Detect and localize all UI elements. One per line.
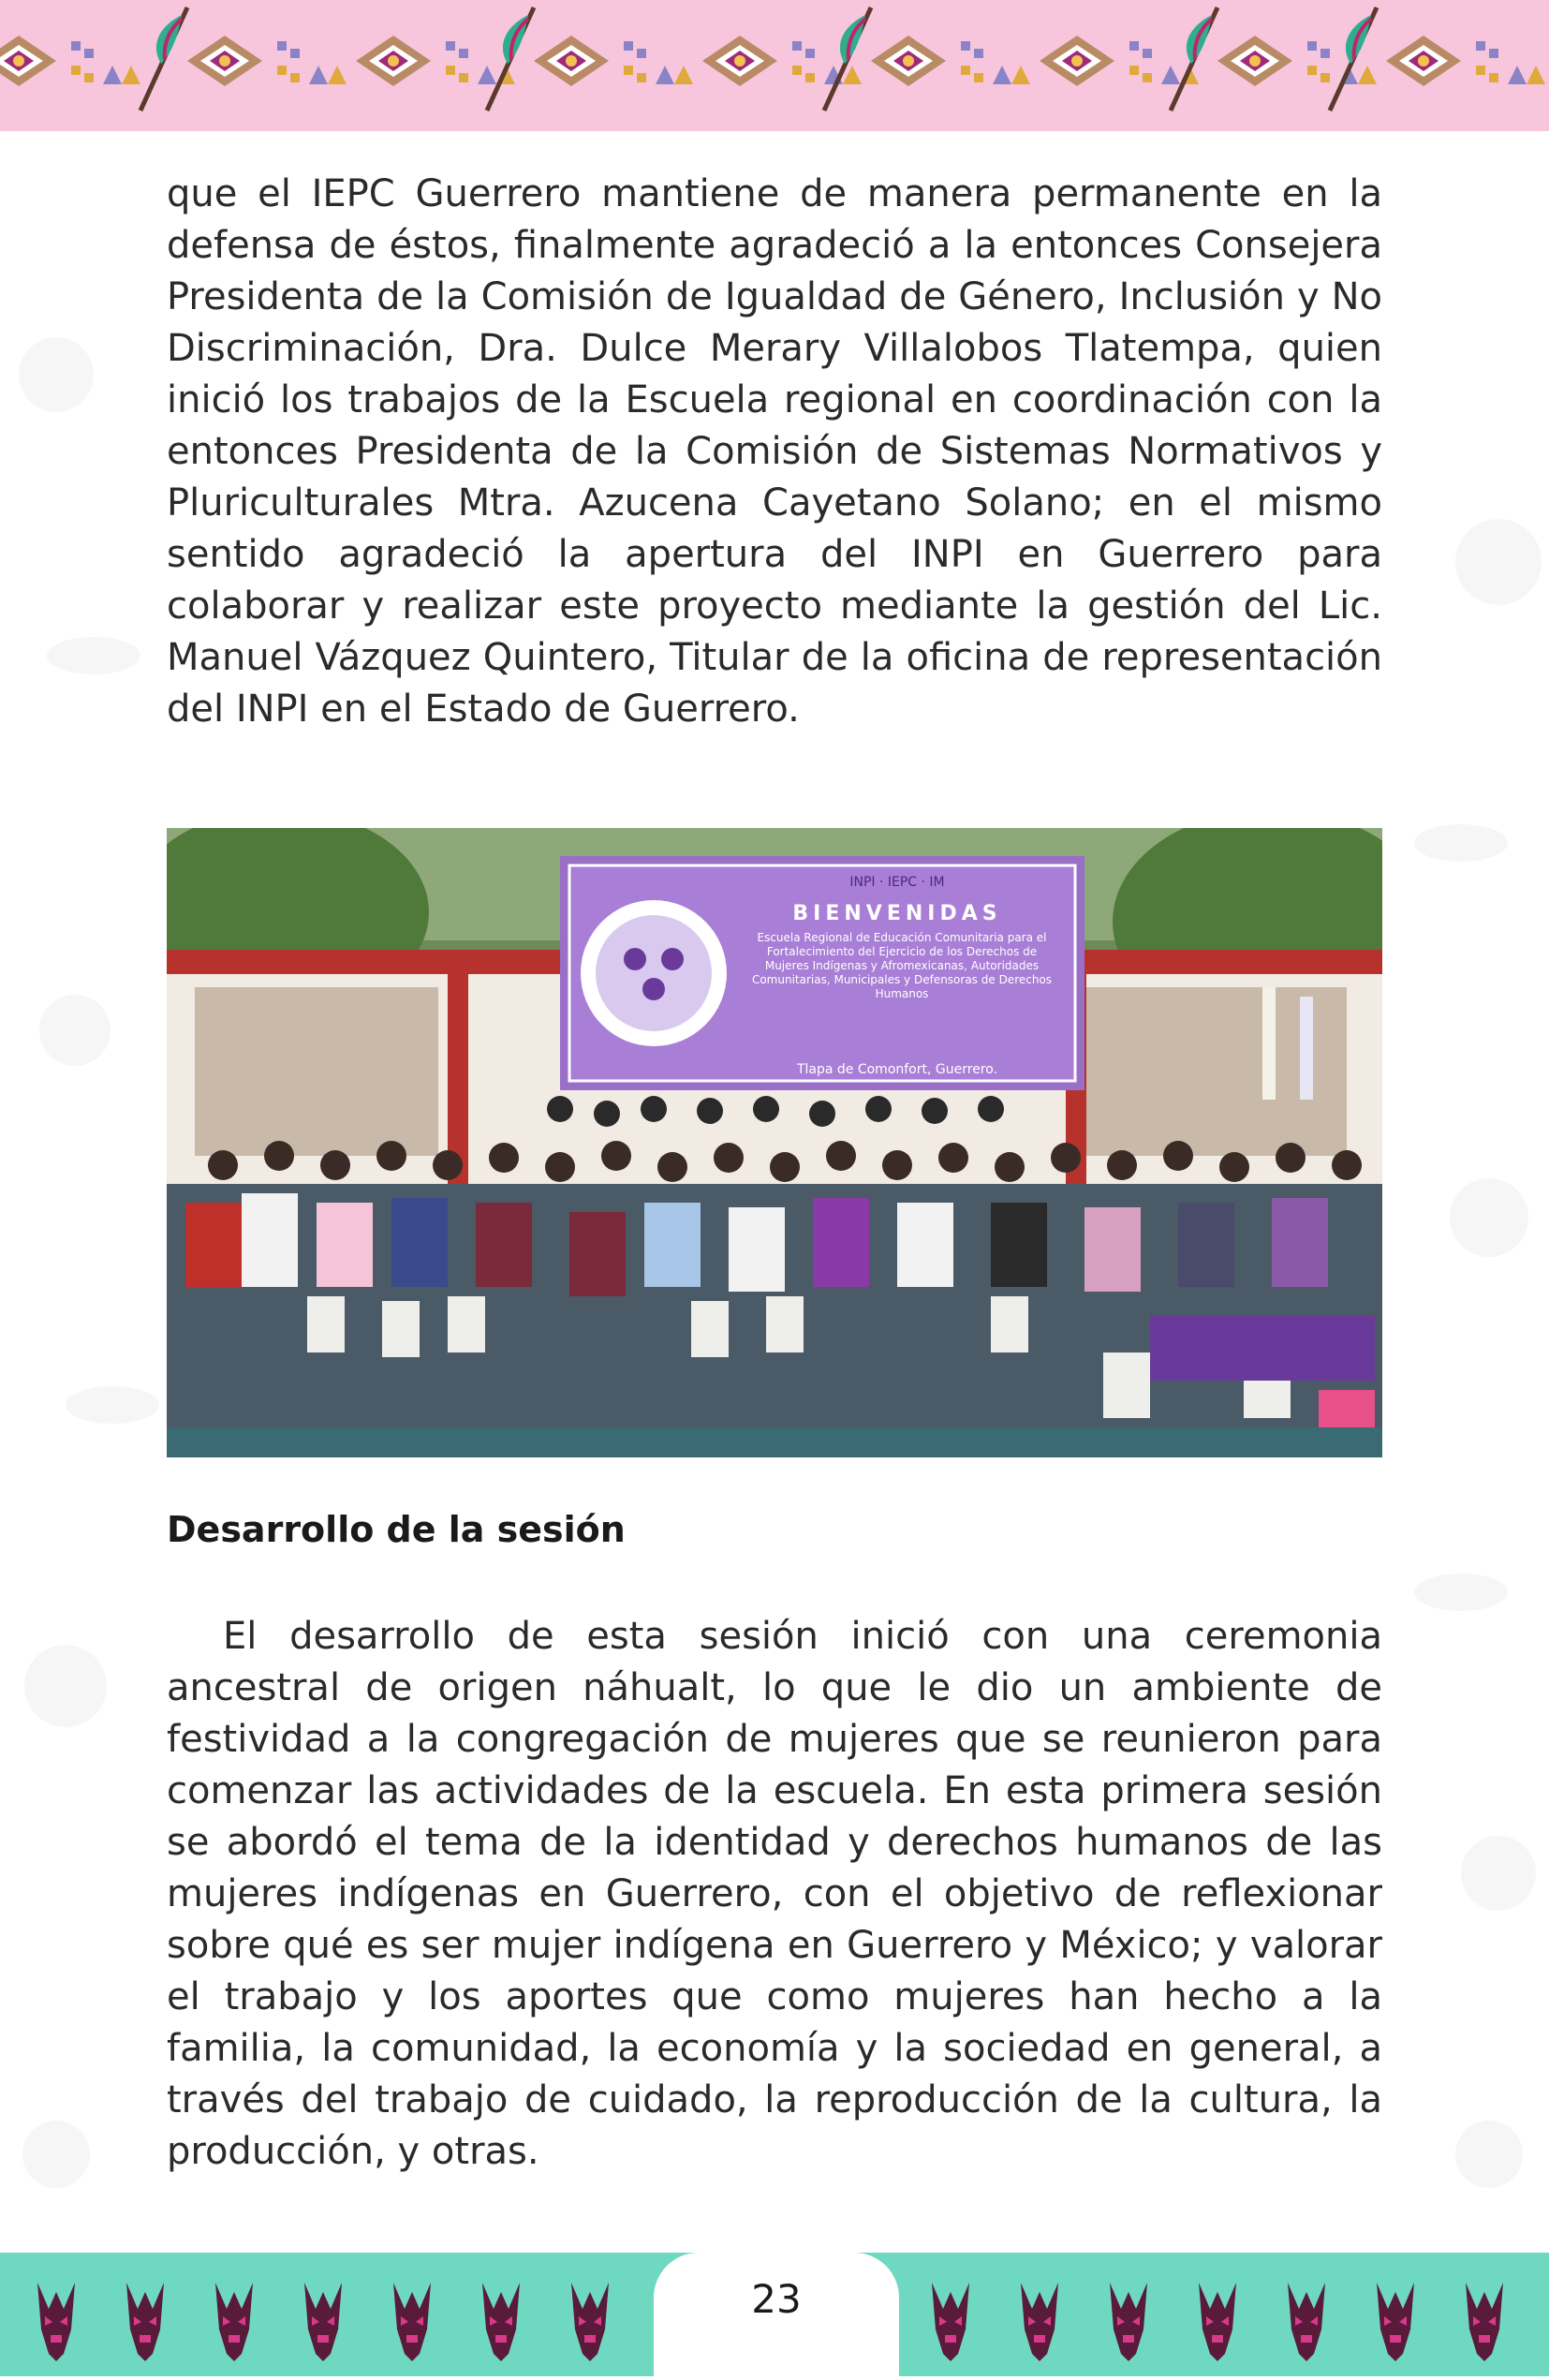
section-heading: Desarrollo de la sesión [167, 1509, 626, 1550]
banner-text: Escuela Regional de Educación Comunitaria para el Fortalecimiento del Ejercicio de los Derechos de Mujeres Indígenas y Afromexicanas, Autoridades Comunitarias, Municipales y Defensoras de Derechos Humanos [751, 931, 1053, 1000]
event-photo [167, 828, 1382, 1457]
banner-logos: INPI · IEPC · IM [849, 875, 945, 890]
body-paragraph-1: que el IEPC Guerrero mantiene de manera permanente en la defensa de éstos, finalmente agradeció a la entonces Consejera Presidenta de la Comisión de Igualdad de Género, Inclusión y No Discriminación, Dra. Dulce Merary Villalobos Tlatempa, quien inició los trabajos de la Escuela regional en coordinación con la entonces Presidenta de la Comisión de Sistemas Normativos y Pluriculturales Mtra. Azucena Cayetano Solano; en el mismo sentido agradeció la apertura del INPI en Guerrero para colaborar y realizar este proyecto mediante la gestión del Lic. Manuel Vázquez Quintero, Titular de la oficina de representación del INPI en el Estado de Guerrero. [167, 172, 1382, 731]
banner-title: BIENVENIDAS [792, 902, 1002, 925]
embroidery-pattern-icon [0, 0, 1549, 131]
banner-location: Tlapa de Comonfort, Guerrero. [796, 1062, 998, 1077]
page-number: 23 [751, 2276, 802, 2322]
body-paragraph-2: El desarrollo de esta sesión inició con una ceremonia ancestral de origen náhualt, lo que le dio un ambiente de festividad a la congregación de mujeres que se reunieron para comenzar las actividades de la escuela. En esta primera sesión se abordó el tema de la identidad y derechos humanos de las mujeres indígenas en Guerrero, con el objetivo de reflexionar sobre qué es ser mujer indígena en Guerrero y México; y valorar el trabajo y los aportes que como mujeres han hecho a la familia, la comunidad, la economía y la sociedad en general, a través del trabajo de cuidado, la reproducción de la cultura, la producción, y otras. [167, 1615, 1382, 2173]
top-decorative-band [0, 0, 1549, 131]
